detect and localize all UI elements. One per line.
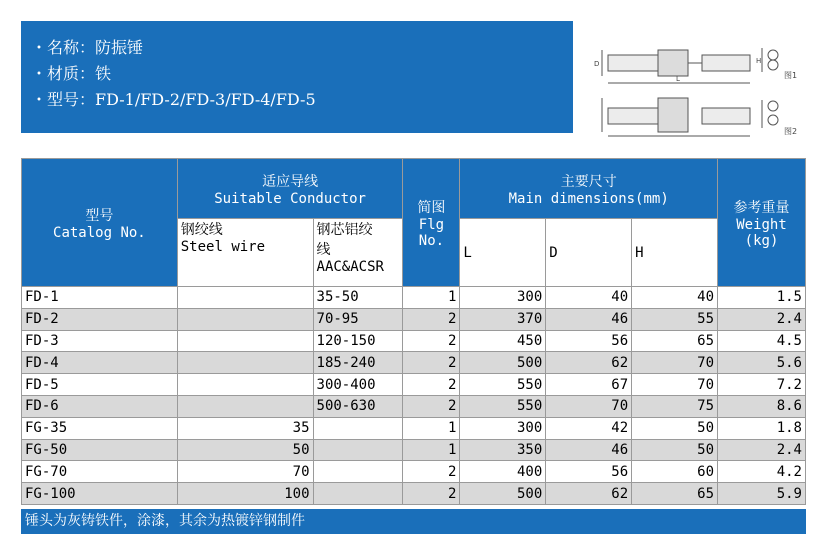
diagram-fig1-label: 图1: [784, 71, 798, 80]
cell-d: 70: [546, 395, 632, 417]
header-h: H: [632, 219, 718, 287]
cell-l: 300: [460, 417, 546, 439]
cell-aac: [313, 439, 403, 461]
cell-h: 75: [632, 395, 718, 417]
diagram-label-h: H: [756, 57, 762, 65]
cell-d: 46: [546, 439, 632, 461]
table-row: [22, 287, 806, 309]
product-info-box: [21, 21, 573, 133]
cell-steel: 35: [177, 417, 313, 439]
header-steel-wire: 钢绞线 Steel wire: [177, 219, 313, 287]
header-catalog: 型号 Catalog No.: [22, 159, 178, 287]
table-row: [22, 417, 806, 439]
table-row: [22, 395, 806, 417]
footer-note: 锤头为灰铸铁件，涂漆，其余为热镀锌钢制件: [21, 509, 806, 534]
cell-h: 70: [632, 352, 718, 374]
cell-aac: 500-630: [313, 395, 403, 417]
header-conductor: 适应导线 Suitable Conductor: [177, 159, 403, 219]
cell-steel: [177, 395, 313, 417]
cell-model: FD-4: [22, 352, 178, 374]
cell-l: 300: [460, 287, 546, 309]
cell-model: FD-3: [22, 330, 178, 352]
cell-h: 70: [632, 374, 718, 396]
cell-h: 50: [632, 417, 718, 439]
cell-d: 62: [546, 483, 632, 505]
cell-fig: 2: [403, 395, 460, 417]
table-row: [22, 374, 806, 396]
table-row: [22, 330, 806, 352]
diagram-label-l1: L: [676, 75, 680, 83]
cell-h: 65: [632, 330, 718, 352]
cell-weight: 7.2: [718, 374, 806, 396]
damper-diagram: [590, 28, 808, 140]
cell-fig: 1: [403, 287, 460, 309]
cell-model: FD-2: [22, 308, 178, 330]
cell-aac: [313, 483, 403, 505]
cell-h: 40: [632, 287, 718, 309]
cell-weight: 2.4: [718, 308, 806, 330]
cell-weight: 8.6: [718, 395, 806, 417]
cell-d: 67: [546, 374, 632, 396]
diagram-label-d: D: [594, 60, 600, 68]
cell-aac: 300-400: [313, 374, 403, 396]
product-name: ・名称：防振锤: [31, 38, 144, 57]
cell-weight: 4.2: [718, 461, 806, 483]
cell-model: FG-50: [22, 439, 178, 461]
header-aac-acsr: 钢芯铝绞 线 AAC&ACSR: [313, 219, 403, 287]
cell-fig: 2: [403, 374, 460, 396]
cell-steel: [177, 352, 313, 374]
header-fig: 简图 Flg No.: [403, 159, 460, 287]
header-d: D: [546, 219, 632, 287]
cell-d: 62: [546, 352, 632, 374]
header-dimensions: 主要尺寸 Main dimensions(mm): [460, 159, 718, 219]
cell-model: FG-70: [22, 461, 178, 483]
cell-h: 55: [632, 308, 718, 330]
cell-model: FD-6: [22, 395, 178, 417]
cell-l: 500: [460, 352, 546, 374]
table-row: [22, 308, 806, 330]
cell-model: FG-35: [22, 417, 178, 439]
spec-table: [21, 158, 806, 505]
cell-l: 550: [460, 374, 546, 396]
cell-l: 500: [460, 483, 546, 505]
product-material: ・材质：铁: [31, 64, 112, 83]
cell-d: 56: [546, 461, 632, 483]
cell-steel: [177, 308, 313, 330]
cell-weight: 2.4: [718, 439, 806, 461]
cell-weight: 5.9: [718, 483, 806, 505]
cell-fig: 1: [403, 439, 460, 461]
cell-weight: 5.6: [718, 352, 806, 374]
table-row: [22, 461, 806, 483]
cell-steel: 70: [177, 461, 313, 483]
cell-l: 350: [460, 439, 546, 461]
cell-d: 42: [546, 417, 632, 439]
cell-model: FD-1: [22, 287, 178, 309]
cell-steel: [177, 374, 313, 396]
cell-steel: 50: [177, 439, 313, 461]
product-models: ・型号：FD-1/FD-2/FD-3/FD-4/FD-5: [31, 90, 316, 109]
cell-aac: 185-240: [313, 352, 403, 374]
cell-weight: 4.5: [718, 330, 806, 352]
cell-steel: [177, 330, 313, 352]
cell-fig: 2: [403, 308, 460, 330]
table-row: [22, 439, 806, 461]
cell-aac: 120-150: [313, 330, 403, 352]
cell-l: 400: [460, 461, 546, 483]
cell-h: 65: [632, 483, 718, 505]
cell-d: 46: [546, 308, 632, 330]
cell-d: 40: [546, 287, 632, 309]
cell-l: 550: [460, 395, 546, 417]
cell-steel: 100: [177, 483, 313, 505]
cell-weight: 1.5: [718, 287, 806, 309]
cell-aac: [313, 417, 403, 439]
header-weight: 参考重量 Weight (kg): [718, 159, 806, 287]
table-row: [22, 352, 806, 374]
diagram-fig2-label: 图2: [784, 127, 798, 136]
cell-model: FD-5: [22, 374, 178, 396]
table-row: [22, 483, 806, 505]
cell-weight: 1.8: [718, 417, 806, 439]
cell-fig: 2: [403, 461, 460, 483]
cell-aac: 35-50: [313, 287, 403, 309]
cell-d: 56: [546, 330, 632, 352]
cell-l: 450: [460, 330, 546, 352]
cell-model: FG-100: [22, 483, 178, 505]
header-l: L: [460, 219, 546, 287]
cell-fig: 1: [403, 417, 460, 439]
cell-l: 370: [460, 308, 546, 330]
cell-aac: [313, 461, 403, 483]
cell-h: 60: [632, 461, 718, 483]
cell-fig: 2: [403, 483, 460, 505]
cell-fig: 2: [403, 352, 460, 374]
cell-fig: 2: [403, 330, 460, 352]
cell-steel: [177, 287, 313, 309]
cell-aac: 70-95: [313, 308, 403, 330]
cell-h: 50: [632, 439, 718, 461]
